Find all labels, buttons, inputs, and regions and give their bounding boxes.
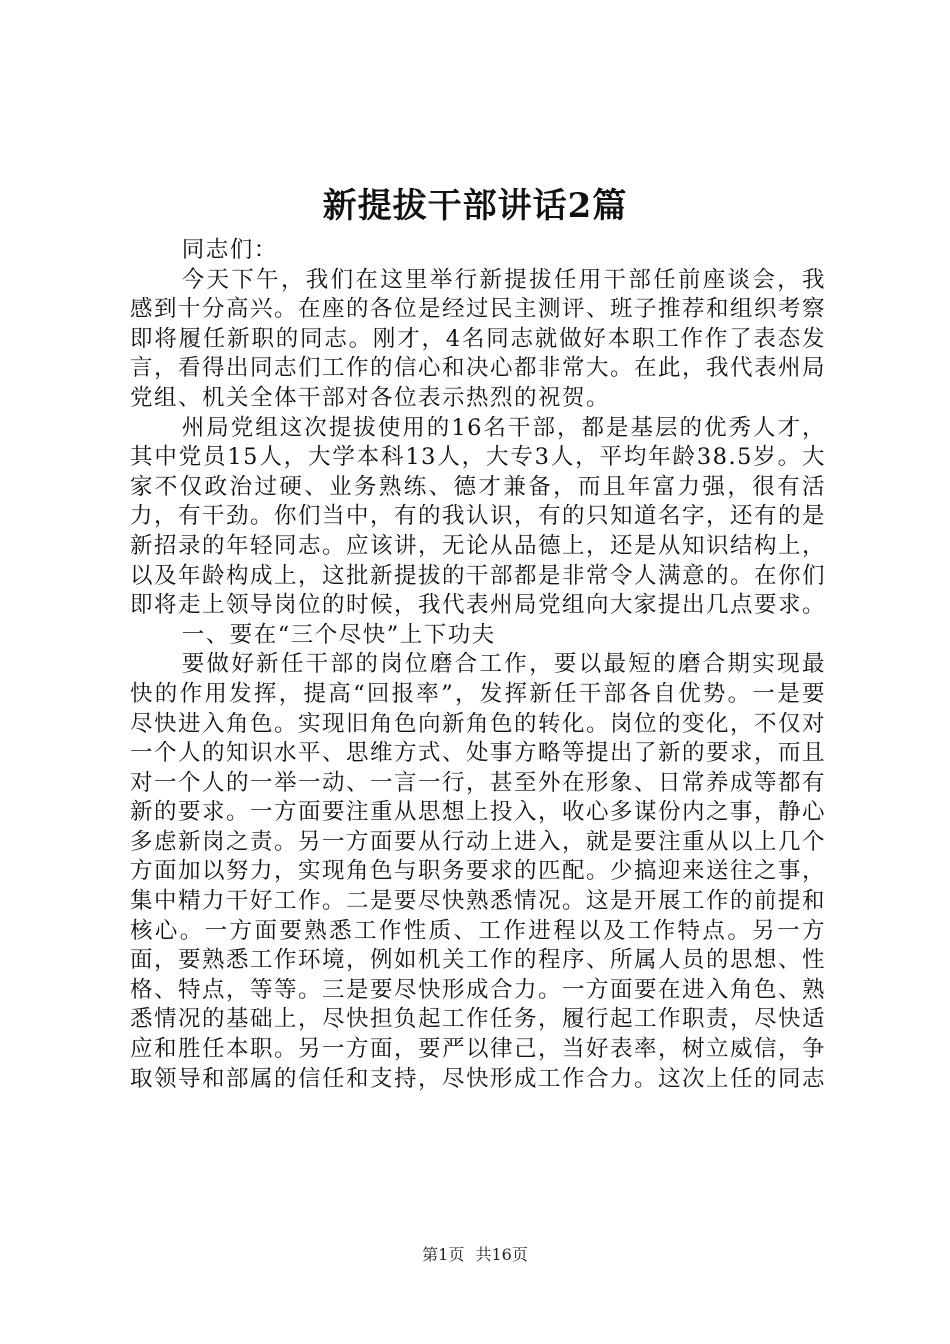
document-body (130, 236, 826, 1094)
page-total: 共16页 (475, 1245, 528, 1264)
page-number: 第1页 (422, 1245, 465, 1264)
section-heading: 一、要在“三个尽快”上下功夫 (181, 621, 496, 648)
body-paragraph: 今天下午，我们在这里举行新提拔任用干部任前座谈会，我感到十分高兴。在座的各位是经过民主测评、班子推荐和组织考察即将履任新职的同志。刚才，4名同志就做好本职工作作了表态发言，看得出同志们工作的信心和决心都非常大。在此，我代表州局党组、机关全体干部对各位表示热烈的祝贺。 (130, 266, 827, 411)
body-paragraph: 州局党组这次提拔使用的16名干部，都是基层的优秀人才，其中党员15人，大学本科13人，大专3人，平均年龄38.5岁。大家不仅政治过硬、业务熟练、德才兼备，而且年富力强，很有活力，有干劲。你们当中，有的我认识，有的只知道名字，还有的是新招录的年轻同志。应该讲，无论从品德上，还是从知识结构上，以及年龄构成上，这批新提拔的干部都是非常令人满意的。在你们即将走上领导岗位的时候，我代表州局党组向大家提出几点要求。 (130, 414, 827, 619)
document-title: 新提拔干部讲话2篇 (322, 186, 628, 226)
salutation-paragraph: 同志们： (181, 237, 278, 263)
body-paragraph: 要做好新任干部的岗位磨合工作，要以最短的磨合期实现最快的作用发挥，提高“回报率”，发挥新任干部各自优势。一是要尽快进入角色。实现旧角色向新角色的转化。岗位的变化，不仅对一个人的知识水平、思维方式、处事方略等提出了新的要求，而且对一个人的一举一动、一言一行，甚至外在形象、日常养成等都有新的要求。一方面要注重从思想上投入，收心多谋份内之事，静心多虑新岗之责。另一方面要从行动上进入，就是要注重从以上几个方面加以努力，实现角色与职务要求的匹配。少搞迎来送往之事，集中精力干好工作。二是要尽快熟悉情况。这是开展工作的前提和核心。一方面要熟悉工作性质、工作进程以及工作特点。另一方面，要熟悉工作环境，例如机关工作的程序、所属人员的思想、性格、特点，等等。三是要尽快形成合力。一方面要在进入角色、熟悉情况的基础上，尽快担负起工作任务，履行起工作职责，尽快适应和胜任本职。另一方面，要严以律己，当好表率，树立威信，争取领导和部属的信任和支持，尽快形成工作合力。这次上任的同志 (130, 651, 827, 1092)
page-footer (0, 1244, 950, 1266)
